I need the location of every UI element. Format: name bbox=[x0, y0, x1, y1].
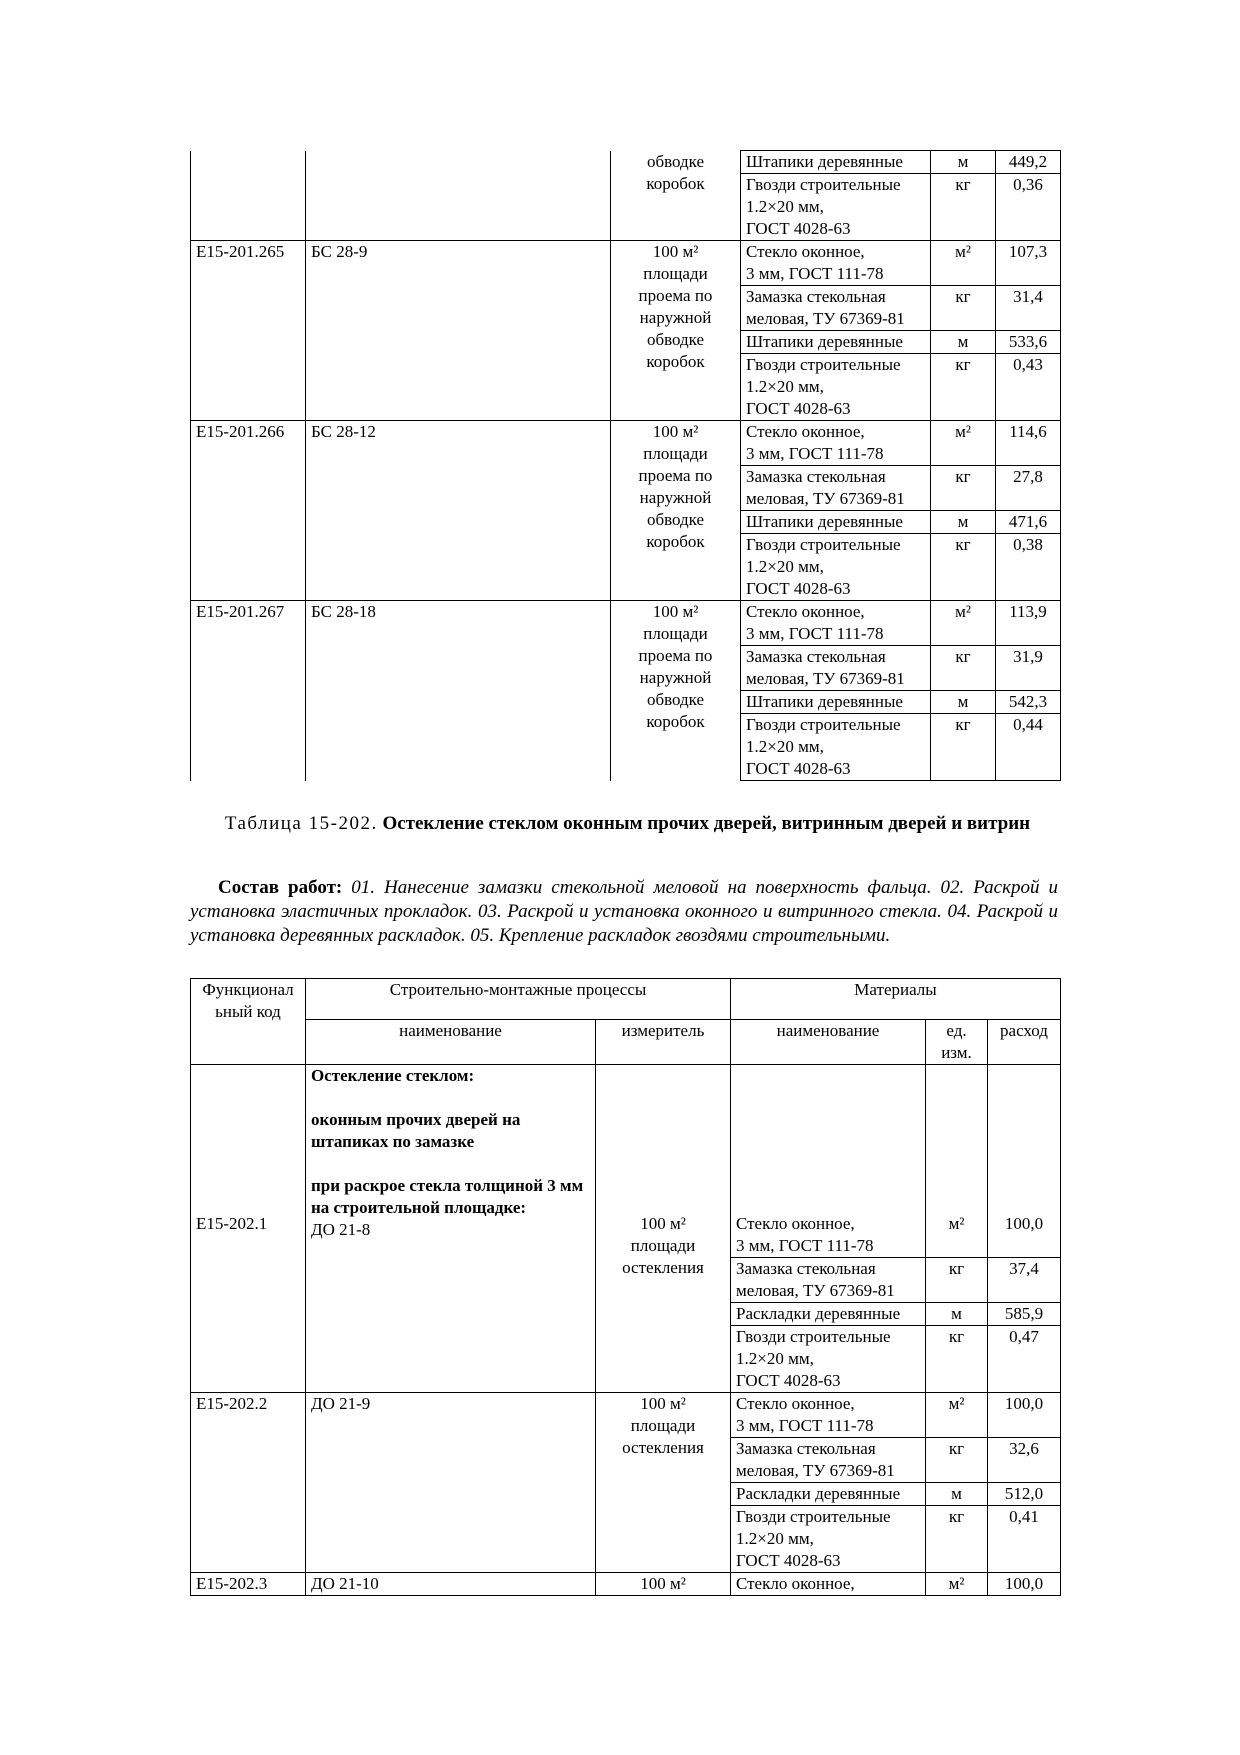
material-unit: м bbox=[931, 331, 996, 354]
measure-line: 100 м² bbox=[652, 602, 699, 621]
header-materials: Материалы bbox=[731, 979, 1061, 1020]
material-name: Гвозди строительные 1.2×20 мм, ГОСТ 4028-63 bbox=[741, 714, 931, 781]
table-title: Остекление стеклом оконным прочих дверей, витринным дверей и витрин bbox=[382, 813, 1031, 834]
material-value: 100,0 bbox=[988, 1573, 1061, 1596]
material-unit: кг bbox=[931, 466, 996, 511]
unit-text: м² bbox=[948, 1214, 965, 1233]
material-value: 0,36 bbox=[996, 174, 1061, 241]
material-name: Замазка стекольная меловая, ТУ 67369-81 bbox=[741, 286, 931, 331]
spacer bbox=[601, 1065, 725, 1213]
header-process-name: наименование bbox=[306, 1020, 596, 1065]
material-unit: м² bbox=[926, 1573, 988, 1596]
measure-line: обводке bbox=[646, 510, 705, 529]
table-row bbox=[191, 241, 1061, 286]
material-name: Штапики деревянные bbox=[741, 691, 931, 714]
measure-cell bbox=[611, 601, 741, 781]
material-value: 31,4 bbox=[996, 286, 1061, 331]
material-value: 0,44 bbox=[996, 714, 1061, 781]
table-number: Таблица 15-202. bbox=[224, 813, 378, 834]
material-name: Замазка стекольная меловая, ТУ 67369-81 bbox=[741, 466, 931, 511]
header-consumption: расход bbox=[988, 1020, 1061, 1065]
header-material-name: наименование bbox=[731, 1020, 926, 1065]
process-name-cell: ДО 21-9 bbox=[306, 1393, 596, 1573]
measure-line: наружной bbox=[639, 668, 712, 687]
material-unit: м bbox=[931, 151, 996, 174]
material-value: 27,8 bbox=[996, 466, 1061, 511]
material-name: Гвозди строительные 1.2×20 мм, ГОСТ 4028-63 bbox=[731, 1326, 926, 1393]
code-cell: Е15-202.2 bbox=[191, 1393, 306, 1573]
value-text: 100,0 bbox=[1004, 1214, 1044, 1233]
material-name: Гвозди строительные 1.2×20 мм, ГОСТ 4028-63 bbox=[741, 534, 931, 601]
material-unit bbox=[926, 1065, 988, 1258]
material-value: 0,43 bbox=[996, 354, 1061, 421]
material-unit: кг bbox=[931, 286, 996, 331]
process-name: ДО 21-8 bbox=[311, 1220, 371, 1239]
measure-line: наружной bbox=[639, 488, 712, 507]
measure-line: проема по bbox=[638, 286, 713, 305]
material-value: 471,6 bbox=[996, 511, 1061, 534]
spacer bbox=[736, 1065, 920, 1213]
material-value bbox=[988, 1065, 1061, 1258]
material-unit: м² bbox=[931, 421, 996, 466]
material-name: Стекло оконное, 3 мм, ГОСТ 111-78 bbox=[741, 421, 931, 466]
measure-line: обводке bbox=[646, 330, 705, 349]
material-value: 449,2 bbox=[996, 151, 1061, 174]
material-unit: кг bbox=[926, 1438, 988, 1483]
table-caption bbox=[190, 812, 1065, 836]
material-unit: кг bbox=[926, 1258, 988, 1303]
measure-line: наружной bbox=[639, 308, 712, 327]
works-label: Состав работ: bbox=[218, 877, 343, 898]
measure-line: площади bbox=[643, 444, 708, 463]
code-cell: Е15-202.3 bbox=[191, 1573, 306, 1596]
material-name: Штапики деревянные bbox=[741, 151, 931, 174]
material-value: 31,9 bbox=[996, 646, 1061, 691]
measure-line: 100 м² bbox=[640, 1214, 686, 1233]
header-measure: измеритель bbox=[596, 1020, 731, 1065]
material-value: 114,6 bbox=[996, 421, 1061, 466]
measure-line: коробок bbox=[646, 532, 705, 551]
section-heading: Остекление стеклом: bbox=[311, 1066, 475, 1085]
blank-line bbox=[311, 1153, 590, 1175]
material-value: 533,6 bbox=[996, 331, 1061, 354]
material-value: 100,0 bbox=[988, 1393, 1061, 1438]
spacer bbox=[931, 1065, 982, 1213]
section-condition: при раскрое стекла толщиной 3 мм на строительной площадке: bbox=[311, 1176, 584, 1217]
header-unit: ед. изм. bbox=[926, 1020, 988, 1065]
material-name: Стекло оконное, 3 мм, ГОСТ 111-78 bbox=[731, 1393, 926, 1438]
material-name: Раскладки деревянные bbox=[731, 1483, 926, 1506]
measure-cell bbox=[596, 1393, 731, 1573]
material-value: 0,47 bbox=[988, 1326, 1061, 1393]
material-name: Гвозди строительные 1.2×20 мм, ГОСТ 4028-63 bbox=[741, 354, 931, 421]
code-text: Е15-202.1 bbox=[196, 1214, 268, 1233]
material-unit: м bbox=[931, 511, 996, 534]
material-value: 0,41 bbox=[988, 1506, 1061, 1573]
material-name: Гвозди строительные 1.2×20 мм, ГОСТ 4028-63 bbox=[731, 1506, 926, 1573]
material-name: Раскладки деревянные bbox=[731, 1303, 926, 1326]
measure-line: площади bbox=[643, 624, 708, 643]
material-unit: кг bbox=[931, 354, 996, 421]
material-value: 107,3 bbox=[996, 241, 1061, 286]
spacer bbox=[196, 1065, 300, 1213]
table-row bbox=[191, 1393, 1061, 1438]
material-name: Стекло оконное, bbox=[731, 1573, 926, 1596]
code-cell bbox=[191, 151, 306, 241]
measure-line: обводке bbox=[646, 690, 705, 709]
spacer bbox=[993, 1065, 1055, 1213]
material-name bbox=[731, 1065, 926, 1258]
process-name-cell: БС 28-9 bbox=[306, 241, 611, 421]
material-value: 512,0 bbox=[988, 1483, 1061, 1506]
header-processes: Строительно-монтажные процессы bbox=[306, 979, 731, 1020]
measure-line: 100 м² bbox=[640, 1394, 686, 1413]
measure-line: коробок bbox=[646, 173, 705, 193]
code-cell: Е15-201.267 bbox=[191, 601, 306, 781]
table-row bbox=[191, 601, 1061, 646]
measure-line: 100 м² bbox=[640, 1574, 686, 1593]
code-cell: Е15-201.266 bbox=[191, 421, 306, 601]
material-unit: м² bbox=[931, 601, 996, 646]
material-value: 113,9 bbox=[996, 601, 1061, 646]
material-name: Штапики деревянные bbox=[741, 511, 931, 534]
measure-line: коробок bbox=[646, 712, 705, 731]
process-name-cell: БС 28-12 bbox=[306, 421, 611, 601]
measure-line: площади bbox=[630, 1236, 696, 1255]
measure-line: обводке bbox=[646, 151, 705, 171]
material-value: 585,9 bbox=[988, 1303, 1061, 1326]
material-name: Стекло оконное, 3 мм, ГОСТ 111-78 bbox=[741, 601, 931, 646]
works-composition bbox=[190, 876, 1058, 948]
table-15-201-continuation bbox=[190, 150, 1061, 781]
measure-line: площади bbox=[643, 264, 708, 283]
table-row bbox=[191, 1065, 1061, 1258]
material-unit: кг bbox=[931, 534, 996, 601]
code-cell: Е15-201.265 bbox=[191, 241, 306, 421]
material-value: 0,38 bbox=[996, 534, 1061, 601]
material-unit: м² bbox=[926, 1393, 988, 1438]
material-name: Замазка стекольная меловая, ТУ 67369-81 bbox=[741, 646, 931, 691]
material-unit: м² bbox=[931, 241, 996, 286]
measure-line: остекления bbox=[622, 1258, 704, 1277]
process-name-cell: БС 28-18 bbox=[306, 601, 611, 781]
material-value: 37,4 bbox=[988, 1258, 1061, 1303]
measure-line: 100 м² bbox=[652, 422, 699, 441]
material-unit: м bbox=[931, 691, 996, 714]
process-name-cell: ДО 21-10 bbox=[306, 1573, 596, 1596]
measure-line: 100 м² bbox=[652, 242, 699, 261]
material-name: Штапики деревянные bbox=[741, 331, 931, 354]
code-cell bbox=[191, 1065, 306, 1393]
material-value: 542,3 bbox=[996, 691, 1061, 714]
material-unit: м bbox=[926, 1483, 988, 1506]
material-name: Замазка стекольная меловая, ТУ 67369-81 bbox=[731, 1258, 926, 1303]
table-row bbox=[191, 421, 1061, 466]
measure-cell bbox=[611, 421, 741, 601]
section-subheading: оконным прочих дверей на штапиках по замазке bbox=[311, 1110, 521, 1151]
table-row bbox=[191, 151, 1061, 174]
measure-cell bbox=[611, 151, 741, 241]
measure-line: площади bbox=[630, 1416, 696, 1435]
blank-line bbox=[311, 1087, 590, 1109]
measure-cell bbox=[596, 1065, 731, 1393]
measure-line: коробок bbox=[646, 352, 705, 371]
material-unit: кг bbox=[931, 714, 996, 781]
material-unit: кг bbox=[931, 174, 996, 241]
material-unit: кг bbox=[931, 646, 996, 691]
measure-line: проема по bbox=[638, 646, 713, 665]
measure-line: проема по bbox=[638, 466, 713, 485]
material-name: Стекло оконное, 3 мм, ГОСТ 111-78 bbox=[741, 241, 931, 286]
measure-cell bbox=[611, 241, 741, 421]
material-unit: кг bbox=[926, 1326, 988, 1393]
material-value: 32,6 bbox=[988, 1438, 1061, 1483]
table-15-202 bbox=[190, 978, 1061, 1596]
process-name-cell bbox=[306, 1065, 596, 1393]
material-name: Гвозди строительные 1.2×20 мм, ГОСТ 4028-63 bbox=[741, 174, 931, 241]
material-name: Замазка стекольная меловая, ТУ 67369-81 bbox=[731, 1438, 926, 1483]
measure-line: остекления bbox=[622, 1438, 704, 1457]
material-text: Стекло оконное, 3 мм, ГОСТ 111-78 bbox=[736, 1214, 874, 1255]
material-unit: кг bbox=[926, 1506, 988, 1573]
works-text: 01. Нанесение замазки стекольной меловой на поверхность фальца. 02. Раскрой и установка эластичных прокладок. 03. Раскрой и установка оконного и витринного стекла. 04. Раскрой и установка деревянных раскладок. 05. Крепление раскладок гвоздями строительными. bbox=[190, 877, 1059, 946]
measure-cell bbox=[596, 1573, 731, 1596]
process-name-cell bbox=[306, 151, 611, 241]
material-unit: м bbox=[926, 1303, 988, 1326]
header-code: Функционал ьный код bbox=[191, 979, 306, 1065]
table-row bbox=[191, 1573, 1061, 1596]
